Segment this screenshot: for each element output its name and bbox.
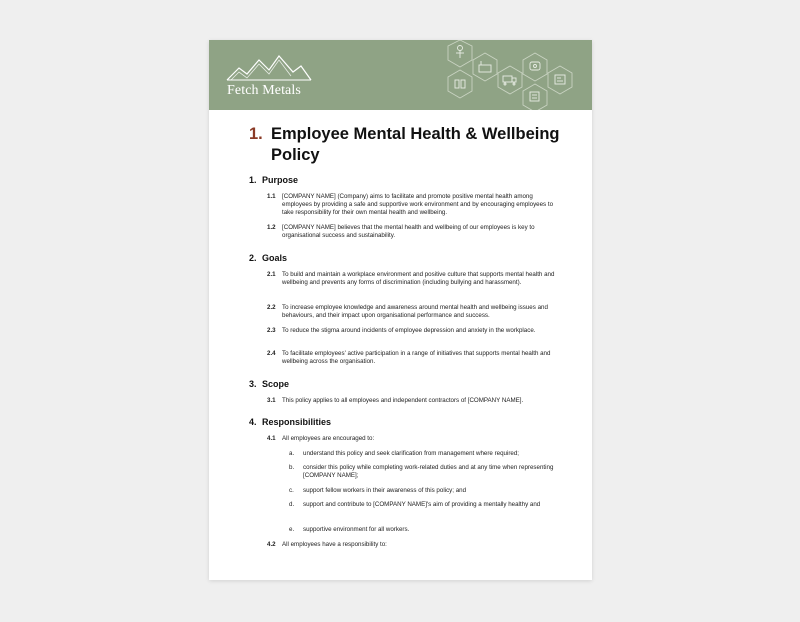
header-banner [209,40,592,110]
mining-icon [530,62,540,70]
hexagon-decor [437,40,592,110]
document-icon [530,92,539,101]
section-heading-scope: 3. Scope [249,379,290,389]
shield-icon [455,80,465,88]
factory-icon [479,61,491,72]
title-number: 1. [249,125,263,143]
document-page: Fetch Metals 1. Employee Mental Health & Wellbeing Policy 1. Purpose 1.1 [COMPANY NAME] (Company) aims to facilitate and promote positive mental health among employees by providing a safe and supportive work environment and by encouraging employees to take responsibility for their own mental health and wellbeing. 1.2 [COMPANY NAME] believes that the mental health and wellbeing of our employees is key to organisational success and sustainability. 2. Goals 2.1 To build and maintain a workplace environment and positive culture that supports mental health and wellbeing and prevents any forms of discrimination (including bullying and harassment). 2.2 To increase employee knowledge and awareness around mental health and wellbeing issues and behaviours, and their impact upon organisational performance and success. 2.3 To reduce the stigma around incidents of employee depression and anxiety in the workplace. 2.4 To facilitate employees' active participation in a range of initiatives that supports mental health and wellbeing across the organisation. 3. Scope 3.1 This policy applies to all employees and independent contractors of [COMPANY NAME]. 4. Responsibilities 4.1 All employees are encouraged to: a. understand this policy and seek clarification from management where required; b. consider this policy while completing work-related duties and at any time when representing [COMPANY NAME]; c. support fellow workers in their awareness of this policy; and d. support and contribute to [COMPANY NAME]'s aim of providing a mentally healthy and e. supportive environment for all workers. 4.2 All employees have a responsibility to: [209,40,592,580]
section-heading-purpose: 1. Purpose [249,175,299,185]
section-heading-goals: 2. Goals [249,253,288,263]
brand-name: Fetch Metals [227,83,301,98]
worker-icon [456,46,464,59]
mountains-logo-icon [225,50,315,82]
title-text: Employee Mental Health & Wellbeing Policy [271,125,560,164]
chart-icon [555,75,565,84]
section-heading-responsibilities: 4. Responsibilities [249,417,332,427]
truck-icon [503,76,516,85]
